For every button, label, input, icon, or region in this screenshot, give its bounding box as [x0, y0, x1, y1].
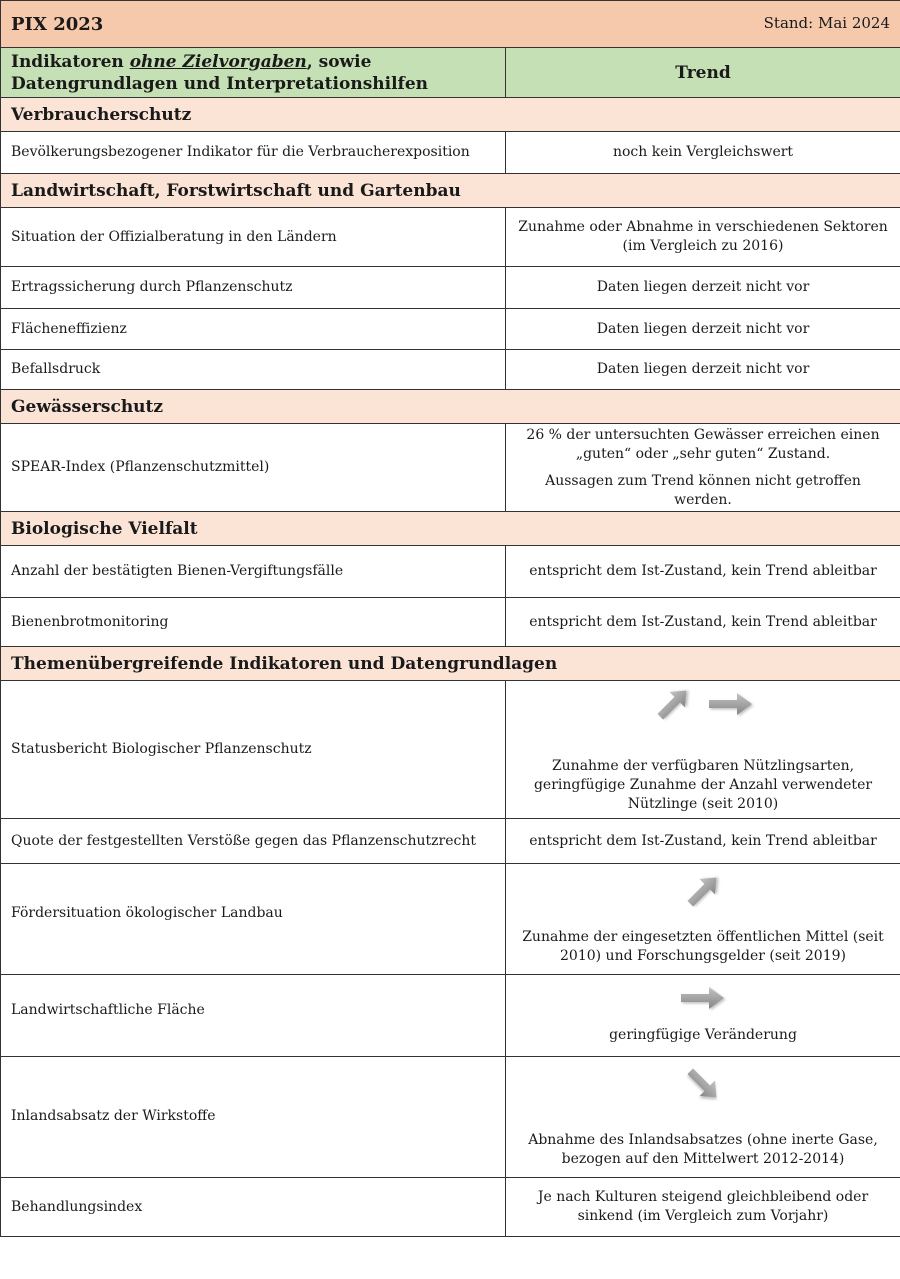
table-row — [1, 1057, 900, 1178]
trend-cell: entspricht dem Ist-Zustand, kein Trend ableitbar — [506, 819, 900, 864]
trend-cell: Je nach Kulturen steigend gleichbleibend oder sinkend (im Vergleich zum Vorjahr) — [506, 1178, 900, 1237]
indicator-cell: Flächeneffizienz — [1, 309, 506, 350]
indicator-cell: Situation der Offizialberatung in den Ländern — [1, 208, 506, 267]
document-title: PIX 2023 — [11, 13, 104, 35]
trend-cell: entspricht dem Ist-Zustand, kein Trend ableitbar — [506, 598, 900, 647]
indicator-cell: Anzahl der bestätigten Bienen-Vergiftungsfälle — [1, 546, 506, 598]
table-row — [1, 546, 900, 598]
indicator-cell: Behandlungsindex — [1, 1178, 506, 1237]
indicator-cell: Bevölkerungsbezogener Indikator für die Verbraucherexposition — [1, 132, 506, 174]
trend-text: geringfügige Veränderung — [609, 1027, 797, 1043]
arrow-down-right-icon — [681, 1062, 725, 1112]
trend-text: Zunahme der verfügbaren Nützlingsarten, geringfügige Zunahme der Anzahl verwendeter Nützlinge (seit 2010) — [533, 758, 873, 812]
indicator-column-header — [1, 48, 506, 98]
section-landwirtschaft — [1, 174, 900, 208]
trend-cell: Zunahme oder Abnahme in verschiedenen Sektoren (im Vergleich zu 2016) — [506, 208, 900, 267]
indicator-cell: Inlandsabsatz der Wirkstoffe — [1, 1057, 506, 1178]
table-row — [1, 1178, 900, 1237]
section-themenuebergreifend — [1, 647, 900, 681]
section-title: Biologische Vielfalt — [1, 512, 900, 546]
table-row — [1, 309, 900, 350]
trend-column-header: Trend — [506, 48, 900, 98]
section-title: Landwirtschaft, Forstwirtschaft und Gartenbau — [1, 174, 900, 208]
indicator-cell: Ertragssicherung durch Pflanzenschutz — [1, 267, 506, 309]
trend-cell — [506, 975, 900, 1057]
section-title: Themenübergreifende Indikatoren und Datengrundlagen — [1, 647, 900, 681]
trend-text: Abnahme des Inlandsabsatzes (ohne inerte Gase, bezogen auf den Mittelwert 2012-2014) — [528, 1132, 878, 1167]
column-header-row — [1, 48, 900, 98]
table-row — [1, 132, 900, 174]
trend-cell: entspricht dem Ist-Zustand, kein Trend ableitbar — [506, 546, 900, 598]
trend-text: 26 % der untersuchten Gewässer erreichen einen „guten“ oder „sehr guten“ Zustand. — [526, 426, 880, 462]
trend-cell: Daten liegen derzeit nicht vor — [506, 309, 900, 350]
trend-arrows — [516, 685, 890, 729]
table-row — [1, 819, 900, 864]
section-verbraucherschutz — [1, 98, 900, 132]
trend-text: Zunahme der eingesetzten öffentlichen Mittel (seit 2010) und Forschungsgelder (seit 2019) — [522, 929, 884, 964]
trend-cell — [506, 864, 900, 975]
indicator-header-emphasis: ohne Zielvorgaben — [129, 51, 307, 72]
title-row — [1, 1, 900, 48]
trend-cell — [506, 681, 900, 819]
indicator-cell: Befallsdruck — [1, 350, 506, 390]
section-biologische-vielfalt — [1, 512, 900, 546]
trend-note: Aussagen zum Trend können nicht getroffen werden. — [545, 472, 861, 508]
indicator-cell: Statusbericht Biologischer Pflanzenschutz — [1, 681, 506, 819]
table-row — [1, 267, 900, 309]
table-row — [1, 598, 900, 647]
trend-arrows — [516, 986, 890, 1016]
table-row — [1, 681, 900, 819]
arrow-right-icon — [707, 689, 755, 725]
stand-date: Stand: Mai 2024 — [763, 13, 891, 32]
table-row — [1, 864, 900, 975]
arrow-right-icon — [679, 983, 727, 1019]
trend-cell: Daten liegen derzeit nicht vor — [506, 267, 900, 309]
trend-cell — [506, 424, 900, 512]
trend-cell: Daten liegen derzeit nicht vor — [506, 350, 900, 390]
indicator-cell: Bienenbrotmonitoring — [1, 598, 506, 647]
table-row — [1, 975, 900, 1057]
indicator-cell: Fördersituation ökologischer Landbau — [1, 864, 506, 975]
section-title: Gewässerschutz — [1, 390, 900, 424]
section-title: Verbraucherschutz — [1, 98, 900, 132]
indicator-header-pre: Indikatoren — [11, 51, 130, 72]
arrow-up-right-icon — [681, 869, 725, 919]
indicator-cell: Quote der festgestellten Verstöße gegen das Pflanzenschutzrecht — [1, 819, 506, 864]
indicator-header-post: , sowie Datengrundlagen und Interpretationshilfen — [11, 51, 429, 94]
indicator-cell: SPEAR-Index (Pflanzenschutzmittel) — [1, 424, 506, 512]
trend-cell — [506, 1057, 900, 1178]
trend-cell: noch kein Vergleichswert — [506, 132, 900, 174]
table-row — [1, 424, 900, 512]
table-row — [1, 350, 900, 390]
title-cell — [1, 1, 900, 48]
indicator-cell: Landwirtschaftliche Fläche — [1, 975, 506, 1057]
section-gewaesserschutz — [1, 390, 900, 424]
table-row — [1, 208, 900, 267]
arrow-up-right-icon — [651, 682, 695, 732]
trend-arrows — [516, 872, 890, 916]
trend-arrows — [516, 1065, 890, 1109]
